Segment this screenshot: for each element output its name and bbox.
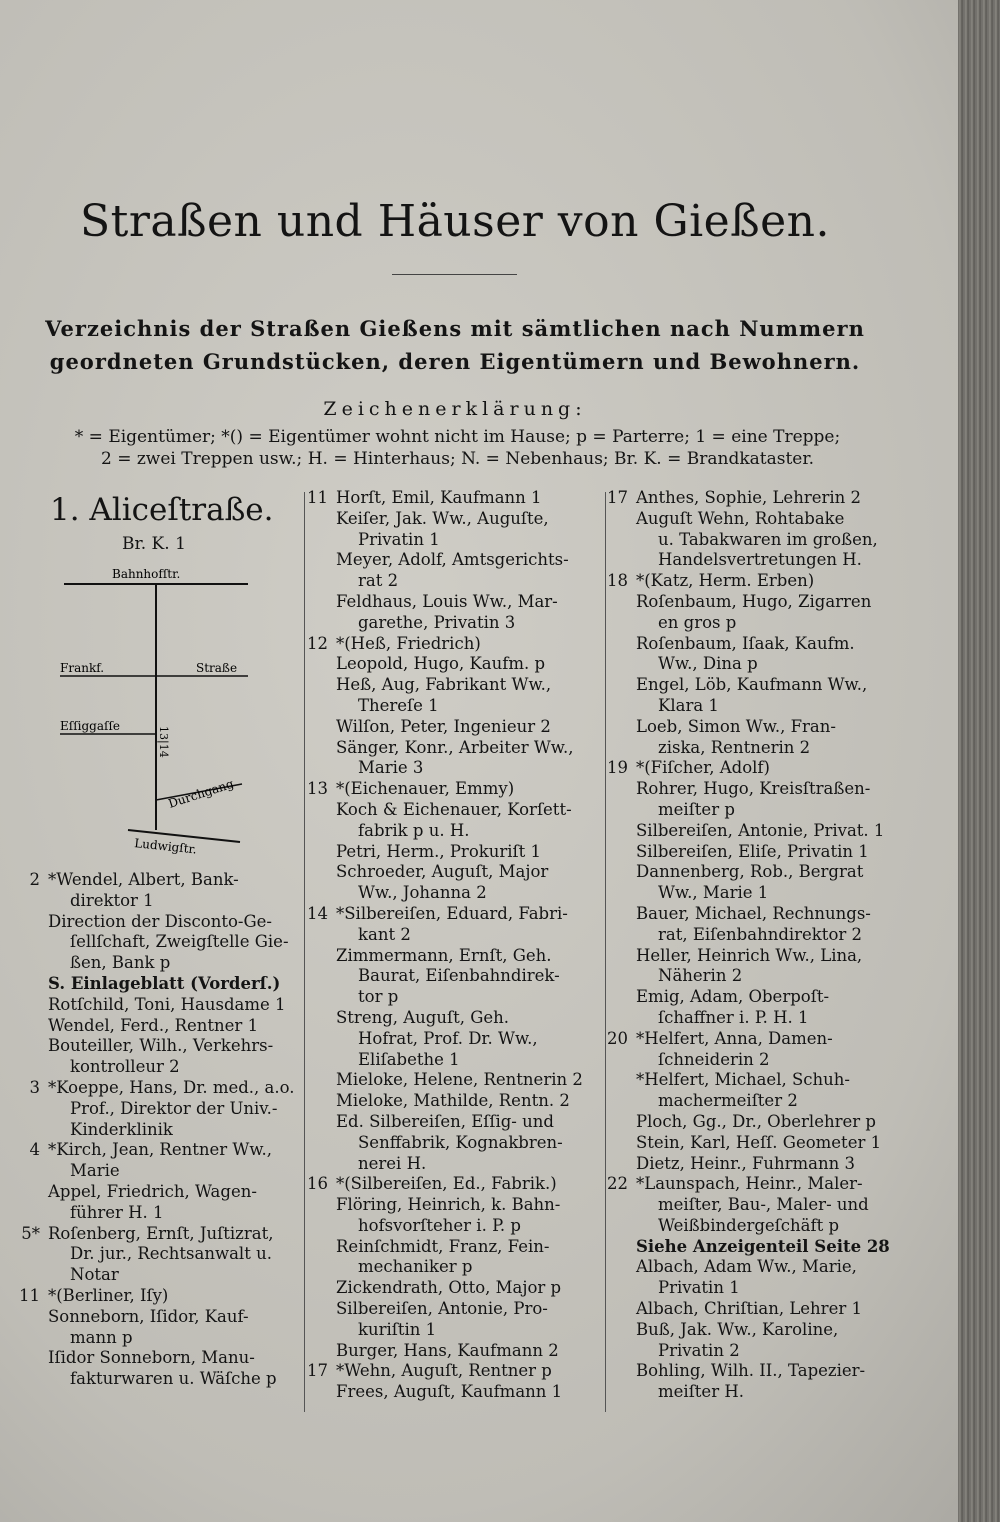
directory-entry [607,571,902,592]
entry-line: machermeiſter 2 [658,1091,798,1111]
entry-line: tor p [358,987,399,1007]
directory-entry [610,842,902,863]
house-number: 5* [21,1223,40,1243]
entry-list [607,488,902,1403]
directory-entry [310,1091,605,1112]
map-label-bahnhofstrasse: Bahnhofſtr. [112,567,181,581]
house-number: 2 [29,870,40,889]
directory-entry [610,946,902,988]
entry-line: Silbereiſen, Eliſe, Privatin 1 [636,841,869,861]
directory-entry [22,912,307,974]
entry-line: Thereſe 1 [358,695,439,715]
directory-entry [610,821,902,842]
directory-entry [22,1078,307,1140]
entry-line: Privatin 1 [358,529,440,549]
entry-line: Notar [70,1265,119,1285]
directory-entry [610,1299,902,1320]
column-2 [307,488,605,1403]
house-number: 3 [29,1077,40,1097]
directory-entry [310,550,605,592]
entry-line: *Wendel, Albert, Bank- [48,870,239,889]
title-divider [392,274,517,275]
entry-line: Senffabrik, Kognakbren- [358,1132,563,1152]
entry-line: Siehe Anzeigenteil Seite 28 [636,1236,890,1256]
entry-line: Roſenbaum, Hugo, Zigarren [636,591,872,611]
book-spine-edge [958,0,1000,1522]
directory-entry [610,987,902,1029]
directory-entry [610,904,902,946]
entry-line: Roſenberg, Ernſt, Juſtizrat, [48,1223,274,1243]
legend-text [15,426,900,470]
directory-entry [310,509,605,551]
entry-line: kontrolleur 2 [70,1057,180,1077]
entry-line: Dannenberg, Rob., Bergrat [636,862,864,882]
directory-entry [610,509,902,571]
entry-line: Rohrer, Hugo, Kreisſtraßen- [636,779,871,799]
directory-entry [610,1154,902,1175]
entry-line: Bohling, Wilh. II., Tapezier- [636,1361,866,1381]
entry-list [307,488,605,1403]
directory-entry [307,779,605,800]
directory-entry [310,1382,605,1403]
entry-line: *(Katz, Herm. Erben) [636,571,815,591]
entry-line: Zimmermann, Ernſt, Geh. [336,945,552,965]
entry-line: fakturwaren u. Wäſche p [70,1369,277,1389]
entry-line: Ww., Dina p [658,654,758,674]
directory-entry [310,592,605,634]
directory-entry [22,870,307,912]
entry-line: Engel, Löb, Kaufmann Ww., [636,675,868,695]
directory-entry [607,1028,902,1071]
entry-line: Feldhaus, Louis Ww., Mar- [336,591,558,611]
entry-line: *(Silbereiſen, Ed., Fabrik.) [336,1174,557,1194]
entry-line: mechaniker p [358,1257,473,1277]
entry-line: Ww., Johanna 2 [358,883,487,903]
entry-line: Streng, Auguſt, Geh. [336,1007,510,1027]
directory-entry [310,738,605,780]
entry-line: kant 2 [358,924,411,944]
legend-heading: Zeichenerklärung: [323,398,587,420]
entry-line: ſellſchaft, Zweigſtelle Gie- [70,932,289,952]
entry-line: Handelsvertretungen H. [658,550,862,570]
entry-line: Roſenbaum, Iſaak, Kaufm. [636,633,855,653]
entry-line: Privatin 2 [658,1340,740,1360]
directory-entry [310,717,605,738]
entry-line: Privatin 1 [658,1278,740,1298]
entry-line: meiſter H. [658,1382,744,1402]
entry-line: Heller, Heinrich Ww., Lina, [636,945,863,965]
entry-line: Anthes, Sophie, Lehrerin 2 [636,488,862,507]
directory-entry [310,800,605,842]
directory-entry [610,717,902,759]
entry-line: Marie 3 [358,758,424,778]
entry-line: Näherin 2 [658,966,743,986]
directory-entry [22,1224,307,1286]
directory-entry [22,995,307,1016]
entry-line: Mieloke, Helene, Rentnerin 2 [336,1070,583,1090]
entry-line: ziska, Rentnerin 2 [658,737,811,757]
house-number: 16 [307,1174,328,1194]
house-number: 14 [307,903,328,923]
street-kataster: Br. K. 1 [122,534,186,554]
entry-line: Sonneborn, Iſidor, Kauf- [48,1306,249,1326]
directory-entry [310,1341,605,1362]
entry-line: Keiſer, Jak. Ww., Auguſte, [336,508,549,528]
map-label-strasse: Straße [196,661,238,675]
entry-line: Auguſt Wehn, Rohtabake [636,508,845,528]
entry-line: Bauer, Michael, Rechnungs- [636,903,871,923]
entry-line: Direction der Disconto-Ge- [48,911,273,931]
map-label-ludwigstrasse: Ludwigſtr. [133,836,198,857]
entry-line: Koch & Eichenauer, Korſett- [336,799,572,819]
page-title: Straßen und Häuser von Gießen. [80,196,830,247]
directory-entry [307,633,605,655]
directory-entry [610,634,902,676]
directory-entry [22,1140,307,1182]
directory-entry [310,654,605,675]
entry-line: Reinſchmidt, Franz, Fein- [336,1236,550,1256]
directory-entry [607,1174,902,1236]
entry-line: rat, Eiſenbahndirektor 2 [658,924,863,944]
house-number: 11 [307,488,328,507]
entry-line: Leopold, Hugo, Kaufm. p [336,654,546,674]
entry-line: *Helfert, Michael, Schuh- [636,1070,850,1090]
directory-entry [22,974,307,995]
directory-entry [607,488,902,509]
directory-entry [610,1361,902,1403]
directory-entry [310,946,605,1008]
entry-line: Eliſabethe 1 [358,1049,460,1069]
entry-list [19,870,307,1390]
legend-line: 2 = zwei Treppen usw.; H. = Hinterhaus; N. = Nebenhaus; Br. K. = Brandkataster. [100,449,815,469]
legend-line: * = Eigentümer; *() = Eigentümer wohnt nicht im Hause; p = Parterre; 1 = eine Treppe; [74,427,841,447]
entry-line: Burger, Hans, Kaufmann 2 [336,1340,559,1360]
entry-line: Stein, Karl, Heſſ. Geometer 1 [636,1132,882,1152]
column-divider [605,492,606,1412]
entry-line: Horſt, Emil, Kaufmann 1 [336,488,542,507]
entry-line: kuriſtin 1 [358,1319,437,1339]
entry-line: *Kirch, Jean, Rentner Ww., [48,1140,273,1160]
directory-entry [610,1133,902,1154]
entry-line: rat 2 [358,571,399,591]
directory-entry [22,1036,307,1078]
directory-entry [607,758,902,779]
entry-line: ſchaffner i. P. H. 1 [658,1007,809,1027]
directory-entry [610,1070,902,1112]
directory-entry [22,1348,307,1390]
entry-line: Wendel, Ferd., Rentner 1 [48,1015,259,1035]
entry-line: Marie [70,1161,120,1181]
entry-line: hofsvorſteher i. P. p [358,1215,521,1235]
house-number: 22 [607,1174,628,1194]
entry-line: Albach, Adam Ww., Marie, [636,1257,857,1277]
house-number: 4 [29,1140,40,1160]
directory-entry [310,675,605,717]
subtitle-line: geordneten Grundstücken, deren Eigentümern und Bewohnern. [49,349,861,374]
directory-entry [307,903,605,946]
entry-line: *Wehn, Auguſt, Rentner p [336,1361,552,1381]
entry-line: Dr. jur., Rechtsanwalt u. [70,1244,272,1264]
entry-line: Wilſon, Peter, Ingenieur 2 [336,716,551,736]
entry-line: Silbereiſen, Antonie, Privat. 1 [636,820,885,840]
street-heading: 1. Aliceſtraße. [50,492,274,528]
entry-line: direktor 1 [70,890,154,910]
entry-line: Zickendrath, Otto, Major p [336,1278,562,1298]
entry-line: Flöring, Heinrich, k. Bahn- [336,1195,561,1215]
entry-line: ßen, Bank p [70,953,171,973]
house-number: 19 [607,758,628,778]
entry-line: S. Einlageblatt (Vorderſ.) [48,973,281,993]
entry-line: Silbereiſen, Antonie, Pro- [336,1299,548,1319]
entry-line: Appel, Friedrich, Wagen- [48,1181,257,1201]
entry-line: meiſter, Bau-, Maler- und [658,1195,869,1215]
entry-line: Meyer, Adolf, Amtsgerichts- [336,550,569,570]
directory-entry [307,1361,605,1382]
entry-line: führer H. 1 [70,1202,164,1222]
entry-line: Prof., Direktor der Univ.- [70,1098,278,1118]
entry-line: Emig, Adam, Oberpoſt- [636,987,830,1007]
directory-entry [310,1008,605,1070]
house-number: 18 [607,571,628,591]
page-subtitle [20,312,890,378]
directory-entry [610,1320,902,1362]
entry-line: *Launspach, Heinr., Maler- [636,1174,863,1194]
entry-line: Schroeder, Auguſt, Major [336,862,549,882]
entry-line: Dietz, Heinr., Fuhrmann 3 [636,1153,856,1173]
entry-line: *Helfert, Anna, Damen- [636,1028,833,1048]
directory-entry [310,862,605,904]
entry-line: Baurat, Eiſenbahndirek- [358,966,560,986]
directory-entry [610,675,902,717]
map-label-essiggasse: Eſſiggaſſe [60,719,120,733]
house-number: 11 [19,1285,40,1305]
entry-line: en gros p [658,612,737,632]
map-label-house-numbers: 13|14 [157,726,170,758]
entry-line: Loeb, Simon Ww., Fran- [636,716,836,736]
entry-line: Klara 1 [658,695,719,715]
house-number: 20 [607,1028,628,1048]
entry-line: meiſter p [658,799,735,819]
map-label-durchgang: Durchgang [166,776,236,811]
entry-line: Ed. Silbereiſen, Eſſig- und [336,1111,554,1131]
entry-line: Rotſchild, Toni, Hausdame 1 [48,994,286,1014]
column-1 [19,488,307,1390]
directory-entry [610,862,902,904]
entry-line: Buß, Jak. Ww., Karoline, [636,1319,839,1339]
entry-line: Petri, Herm., Prokuriſt 1 [336,841,542,861]
subtitle-line: Verzeichnis der Straßen Gießens mit sämtlichen nach Nummern [45,316,865,341]
entry-line: Heß, Aug, Fabrikant Ww., [336,675,552,695]
entry-line: mann p [70,1327,133,1347]
entry-line: Mieloke, Mathilde, Rentn. 2 [336,1091,570,1111]
house-number: 17 [307,1361,328,1381]
directory-entry [22,1182,307,1224]
entry-line: *Koeppe, Hans, Dr. med., a.o. [48,1077,295,1097]
entry-line: Ploch, Gg., Dr., Oberlehrer p [636,1111,876,1131]
entry-line: Kinderklinik [70,1119,173,1139]
directory-entry [22,1307,307,1349]
directory-entry [610,1237,902,1258]
entry-line: Hofrat, Prof. Dr. Ww., [358,1028,538,1048]
directory-entry [610,1257,902,1299]
entry-line: nerei H. [358,1153,427,1173]
entry-line: *(Fiſcher, Adolf) [636,758,770,778]
directory-entry [310,1070,605,1091]
entry-line: Albach, Chriſtian, Lehrer 1 [636,1299,862,1319]
entry-line: Ww., Marie 1 [658,883,769,903]
entry-line: u. Tabakwaren im großen, [658,529,878,549]
directory-entry [310,1237,605,1279]
map-label-frankfurter: Frankf. [60,661,105,675]
directory-entry [610,592,902,634]
directory-entry [19,1285,307,1307]
directory-entry [310,1195,605,1237]
entry-line: Sänger, Konr., Arbeiter Ww., [336,737,574,757]
entry-line: fabrik p u. H. [358,820,470,840]
column-3 [607,488,902,1403]
entry-line: Iſidor Sonneborn, Manu- [48,1348,255,1368]
entry-line: Weißbindergeſchäft p [658,1215,840,1235]
directory-entry [610,1112,902,1133]
entry-line: garethe, Privatin 3 [358,612,516,632]
directory-entry [310,842,605,863]
entry-line: *(Eichenauer, Emmy) [336,779,515,799]
entry-line: Bouteiller, Wilh., Verkehrs- [48,1036,274,1056]
directory-entry [310,1112,605,1174]
directory-entry [22,1016,307,1037]
directory-entry [310,1278,605,1299]
directory-entry [610,779,902,821]
directory-entry [307,488,605,509]
directory-entry [310,1299,605,1341]
house-number: 12 [307,633,328,653]
house-number: 13 [307,779,328,799]
entry-line: Frees, Auguſt, Kaufmann 1 [336,1382,563,1402]
street-map [52,562,252,862]
entry-line: *(Heß, Friedrich) [336,633,481,653]
house-number: 17 [607,488,628,507]
entry-line: *(Berliner, Iſy) [48,1285,169,1305]
entry-line: *Silbereiſen, Eduard, Fabri- [336,903,568,923]
directory-entry [307,1174,605,1195]
entry-line: ſchneiderin 2 [658,1049,770,1069]
